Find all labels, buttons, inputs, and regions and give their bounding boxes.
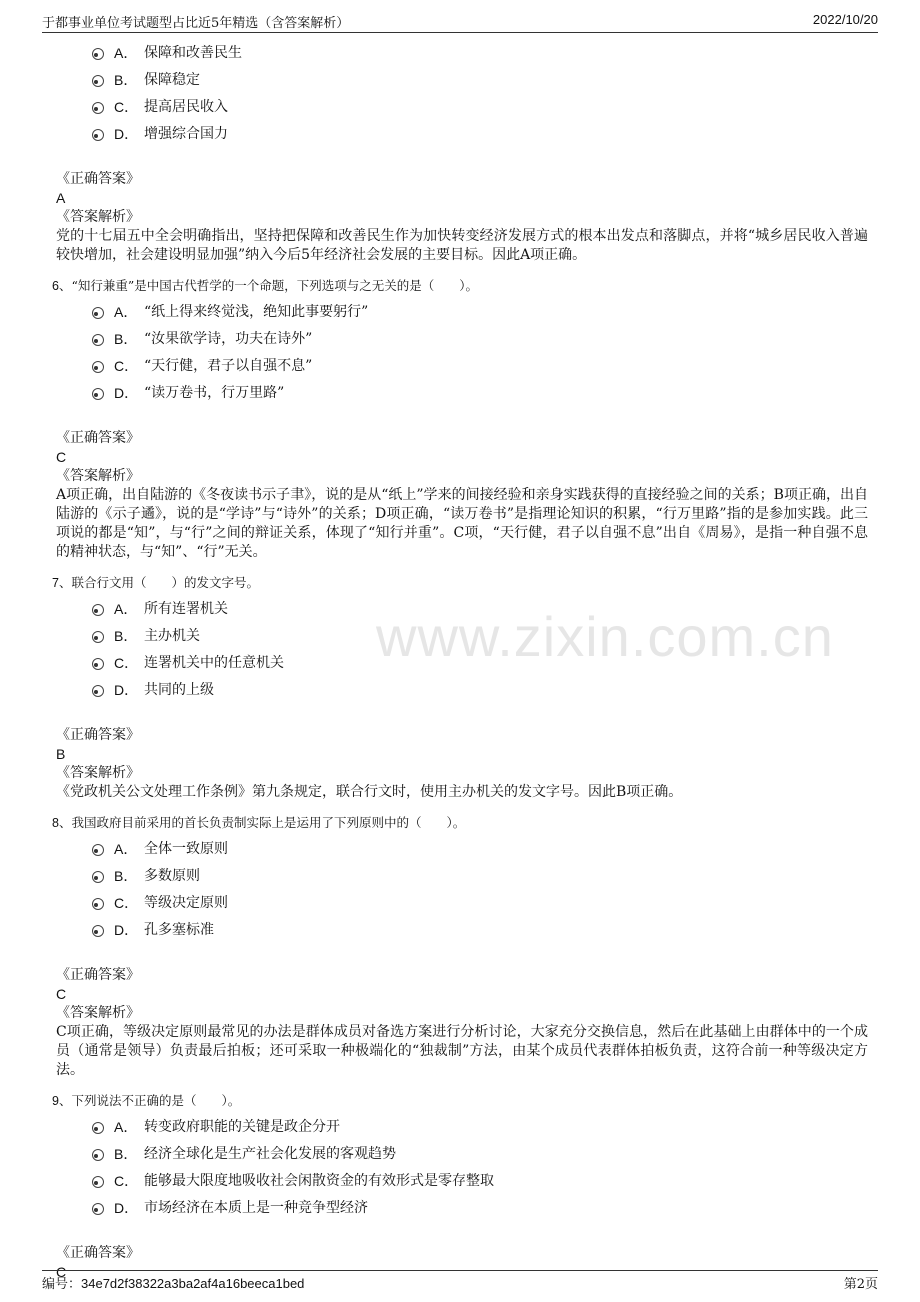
- option-text: 主办机关: [144, 628, 200, 644]
- option-text: 多数原则: [144, 868, 200, 884]
- correct-answer-label: 《正确答案》: [56, 430, 140, 446]
- option-letter: D．: [114, 126, 139, 142]
- analysis-label: 《答案解析》: [56, 209, 140, 225]
- radio-icon[interactable]: [92, 1122, 104, 1134]
- document-code-label: 编号：: [42, 1277, 82, 1292]
- option-b[interactable]: [92, 67, 868, 94]
- option-text: 市场经济在本质上是一种竞争型经济: [144, 1200, 368, 1216]
- question-number: 7、: [52, 576, 72, 590]
- question-stem: [52, 814, 868, 832]
- correct-answer-label: 《正确答案》: [56, 171, 140, 187]
- analysis-text: C项正确，等级决定原则最常见的办法是群体成员对备选方案进行分析讨论，大家充分交换信息，然后在此基础上由群体中的一个成员（通常是领导）负责最后拍板；还可采取一种极端化的“独裁制”方法，由某个成员代表群体拍板负责，这符合前一种等级决定方法。: [56, 1024, 868, 1078]
- option-letter: C．: [114, 99, 139, 115]
- question-text: “知行兼重”是中国古代哲学的一个命题，下列选项与之无关的是（ ）。: [71, 278, 478, 293]
- option-letter: B．: [114, 868, 138, 884]
- page-number: 第2页: [843, 1277, 878, 1292]
- radio-icon[interactable]: [92, 898, 104, 910]
- option-text: 提高居民收入: [144, 99, 228, 115]
- option-d[interactable]: [92, 1195, 868, 1222]
- question-text: 下列说法不正确的是（ ）。: [71, 1093, 241, 1108]
- watermark: www.zixin.com.cn: [376, 605, 834, 668]
- correct-answer: B: [56, 746, 66, 762]
- radio-icon[interactable]: [92, 658, 104, 670]
- option-letter: A．: [114, 45, 138, 61]
- option-list: [92, 836, 868, 944]
- option-b[interactable]: [92, 1141, 868, 1168]
- radio-icon[interactable]: [92, 75, 104, 87]
- option-d[interactable]: [92, 121, 868, 148]
- option-text: 转变政府职能的关键是政企分开: [144, 1119, 340, 1135]
- document-code: [42, 1273, 304, 1292]
- analysis-text: 《党政机关公文处理工作条例》第九条规定，联合行文时，使用主办机关的发文字号。因此B项正确。: [56, 784, 683, 800]
- option-letter: C．: [114, 358, 139, 374]
- option-list: [92, 1114, 868, 1222]
- option-text: “汝果欲学诗，功夫在诗外”: [144, 331, 313, 347]
- option-letter: A．: [114, 304, 138, 320]
- option-list: [92, 299, 868, 407]
- question-number: 6、: [52, 279, 72, 293]
- option-letter: C．: [114, 655, 139, 671]
- radio-icon[interactable]: [92, 1176, 104, 1188]
- option-a[interactable]: [92, 299, 868, 326]
- option-a[interactable]: [92, 596, 868, 623]
- analysis-text: A项正确，出自陆游的《冬夜读书示子聿》，说的是从“纸上”学来的间接经验和亲身实践获得的直接经验之间的关系；B项正确，出自陆游的《示子遹》，说的是“学诗”与“诗外”的关系；D项正确，“读万卷书”是指理论知识的积累，“行万里路”指的是参加实践。此三项说的都是“知”，与“行”之间的辩证关系，体现了“知行并重”。C项，“天行健，君子以自强不息”出自《周易》，是指一种自强不息的精神状态，与“知”、“行”无关。: [56, 487, 868, 560]
- radio-icon[interactable]: [92, 361, 104, 373]
- option-text: “纸上得来终觉浅，绝知此事要躬行”: [144, 304, 369, 320]
- page-footer: [42, 1270, 878, 1293]
- option-d[interactable]: [92, 677, 868, 704]
- radio-icon[interactable]: [92, 48, 104, 60]
- option-letter: B．: [114, 628, 138, 644]
- option-text: 共同的上级: [144, 682, 214, 698]
- radio-icon[interactable]: [92, 102, 104, 114]
- document-date: 2022/10/20: [812, 12, 878, 27]
- option-c[interactable]: [92, 890, 868, 917]
- radio-icon[interactable]: [92, 1149, 104, 1161]
- radio-icon[interactable]: [92, 307, 104, 319]
- option-letter: D．: [114, 922, 139, 938]
- option-text: 孔多塞标准: [144, 922, 214, 938]
- radio-icon[interactable]: [92, 844, 104, 856]
- correct-answer-label: 《正确答案》: [56, 1245, 140, 1261]
- page-header: [42, 12, 878, 33]
- option-letter: B．: [114, 1146, 138, 1162]
- option-letter: B．: [114, 72, 138, 88]
- option-letter: D．: [114, 1200, 139, 1216]
- option-text: 连署机关中的任意机关: [144, 655, 284, 671]
- question-stem: [52, 277, 868, 295]
- analysis-label: 《答案解析》: [56, 1005, 140, 1021]
- option-d[interactable]: [92, 380, 868, 407]
- option-c[interactable]: [92, 650, 868, 677]
- correct-answer: A: [56, 190, 66, 206]
- option-text: 保障和改善民生: [144, 45, 242, 61]
- option-a[interactable]: [92, 836, 868, 863]
- option-letter: C．: [114, 895, 139, 911]
- option-list: [92, 596, 868, 704]
- option-letter: A．: [114, 841, 138, 857]
- document-code-value: 34e7d2f38322a3ba2af4a16beeca1bed: [81, 1276, 305, 1291]
- radio-icon[interactable]: [92, 129, 104, 141]
- correct-answer: C: [56, 449, 67, 465]
- page-content: [52, 40, 868, 1282]
- option-letter: D．: [114, 682, 139, 698]
- option-c[interactable]: [92, 353, 868, 380]
- option-text: 增强综合国力: [144, 126, 228, 142]
- option-letter: C．: [114, 1173, 139, 1189]
- correct-answer: C: [56, 1264, 67, 1280]
- question-stem: [52, 574, 868, 592]
- option-d[interactable]: [92, 917, 868, 944]
- analysis-label: 《答案解析》: [56, 765, 140, 781]
- option-text: “读万卷书，行万里路”: [144, 385, 285, 401]
- option-a[interactable]: [92, 40, 868, 67]
- option-text: 经济全球化是生产社会化发展的客观趋势: [144, 1146, 396, 1162]
- radio-icon[interactable]: [92, 604, 104, 616]
- option-a[interactable]: [92, 1114, 868, 1141]
- option-text: 等级决定原则: [144, 895, 228, 911]
- option-letter: B．: [114, 331, 138, 347]
- question-number: 9、: [52, 1094, 72, 1108]
- option-letter: D．: [114, 385, 139, 401]
- correct-answer-label: 《正确答案》: [56, 967, 140, 983]
- radio-icon[interactable]: [92, 334, 104, 346]
- question-stem: [52, 1092, 868, 1110]
- option-text: 能够最大限度地吸收社会闲散资金的有效形式是零存整取: [144, 1173, 494, 1189]
- option-text: 保障稳定: [144, 72, 200, 88]
- option-c[interactable]: [92, 1168, 868, 1195]
- option-b[interactable]: [92, 326, 868, 353]
- option-b[interactable]: [92, 863, 868, 890]
- analysis-label: 《答案解析》: [56, 468, 140, 484]
- radio-icon[interactable]: [92, 388, 104, 400]
- radio-icon[interactable]: [92, 685, 104, 697]
- document-title: 于都事业单位考试题型占比近5年精选（含答案解析）: [42, 16, 350, 31]
- option-list: [92, 40, 868, 148]
- correct-answer: C: [56, 986, 67, 1002]
- radio-icon[interactable]: [92, 631, 104, 643]
- question-text: 联合行文用（ ）的发文字号。: [71, 575, 259, 590]
- option-text: “天行健，君子以自强不息”: [144, 358, 313, 374]
- option-b[interactable]: [92, 623, 868, 650]
- correct-answer-label: 《正确答案》: [56, 727, 140, 743]
- option-letter: A．: [114, 601, 138, 617]
- radio-icon[interactable]: [92, 871, 104, 883]
- radio-icon[interactable]: [92, 1203, 104, 1215]
- option-text: 所有连署机关: [144, 601, 228, 617]
- analysis-text: 党的十七届五中全会明确指出，坚持把保障和改善民生作为加快转变经济发展方式的根本出发点和落脚点，并将“城乡居民收入普遍较快增加，社会建设明显加强”纳入今后5年经济社会发展的主要目标。因此A项正确。: [56, 228, 868, 263]
- option-text: 全体一致原则: [144, 841, 228, 857]
- radio-icon[interactable]: [92, 925, 104, 937]
- question-text: 我国政府目前采用的首长负责制实际上是运用了下列原则中的（ ）。: [71, 815, 466, 830]
- option-letter: A．: [114, 1119, 138, 1135]
- question-number: 8、: [52, 816, 72, 830]
- option-c[interactable]: [92, 94, 868, 121]
